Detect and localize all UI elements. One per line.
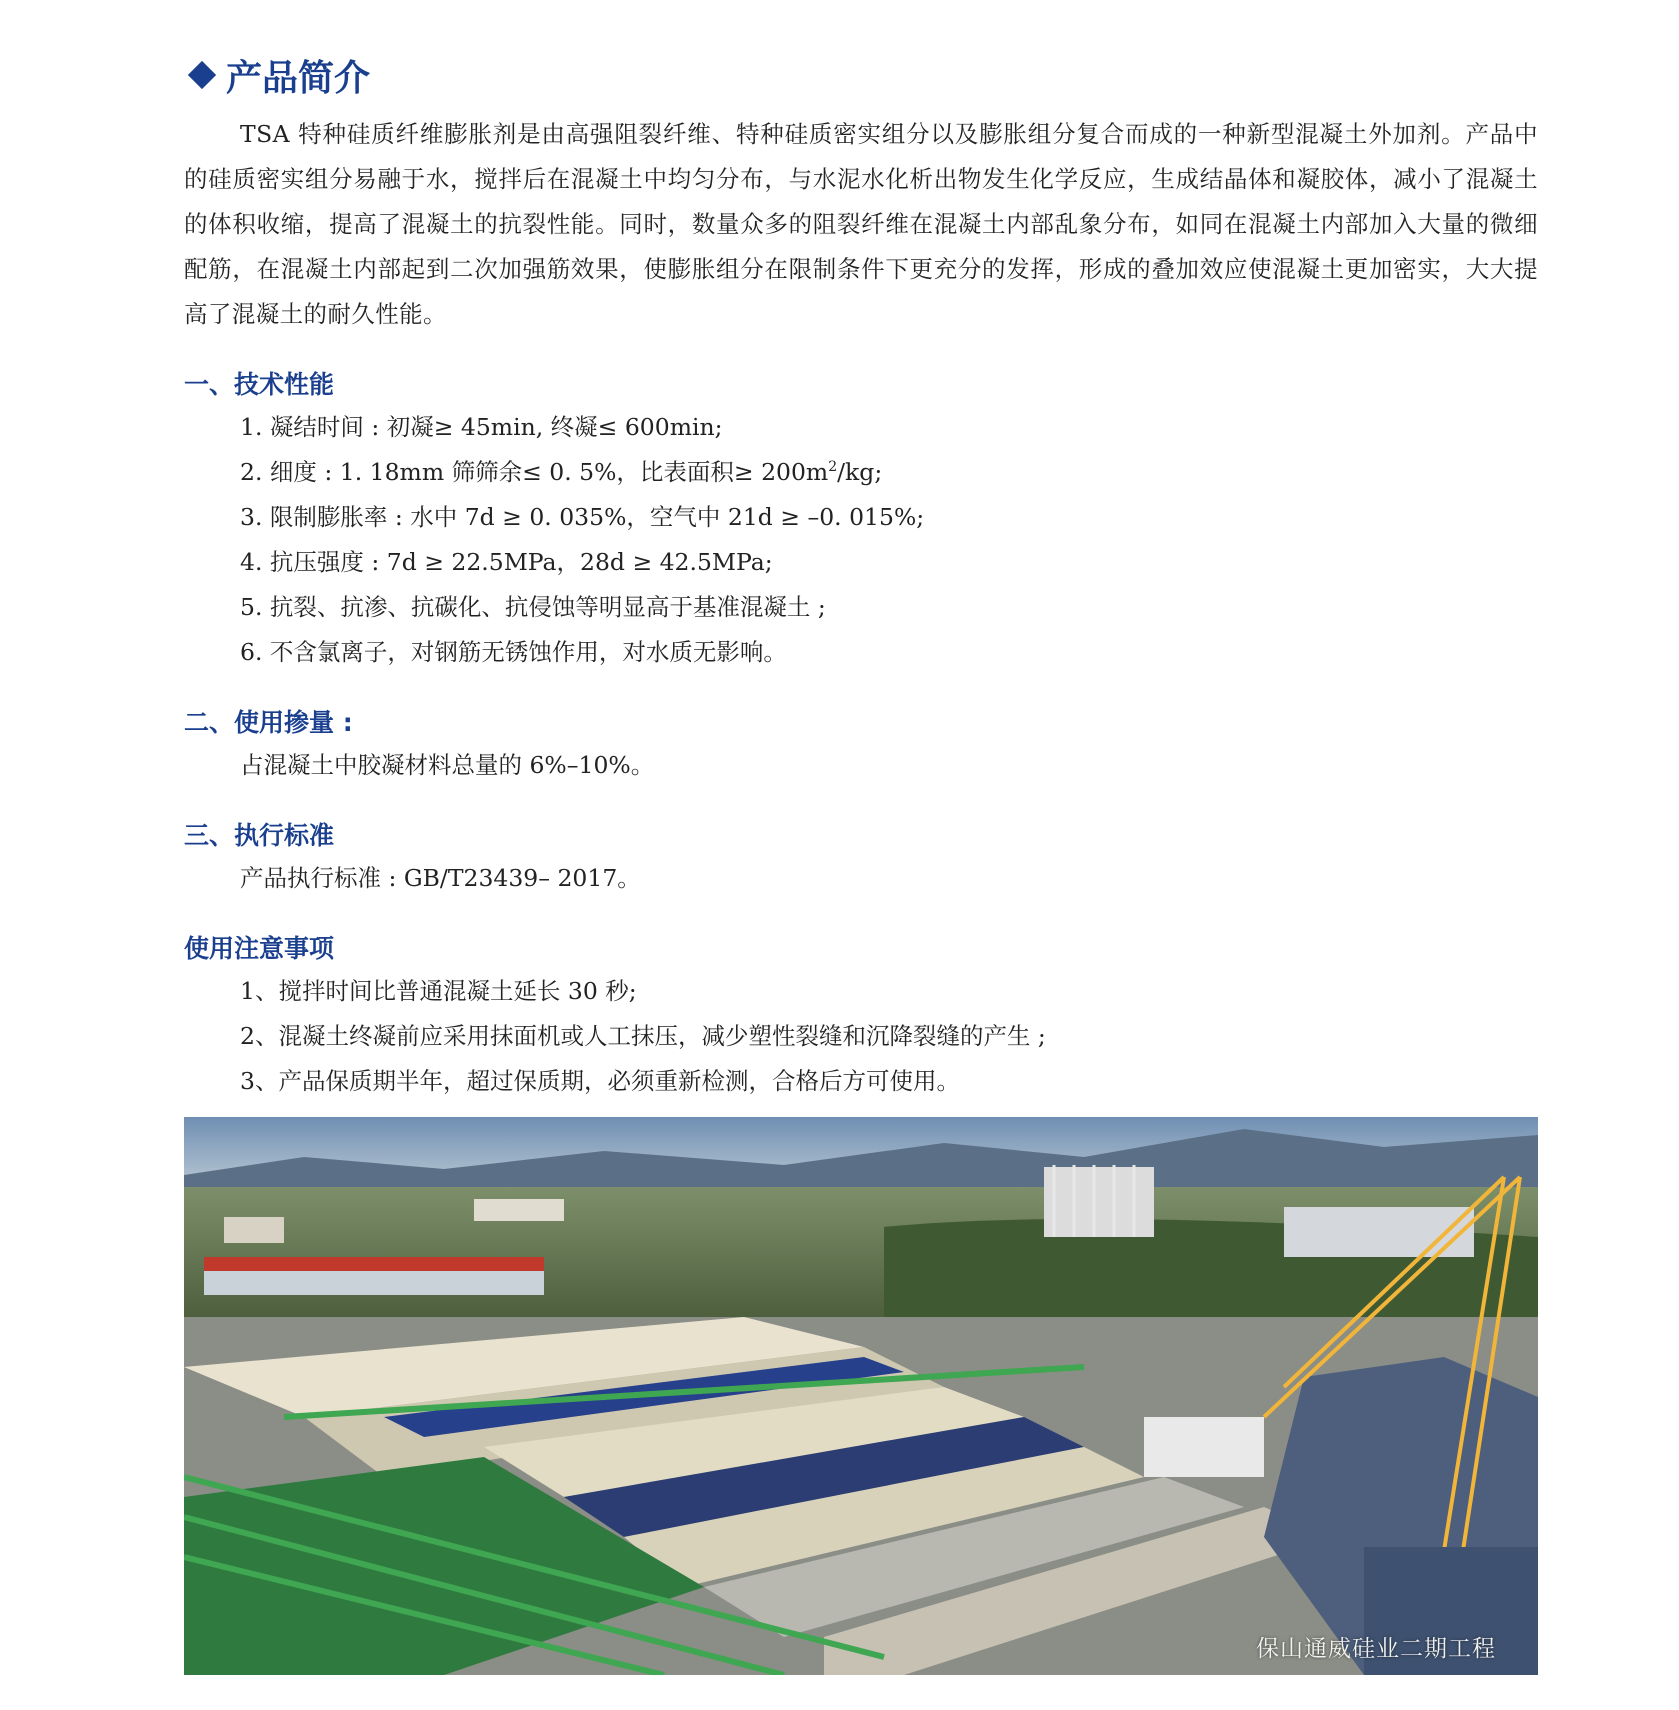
construction-site-photo (184, 1117, 1538, 1675)
list-item: 6. 不含氯离子，对钢筋无锈蚀作用，对水质无影响。 (240, 638, 787, 666)
standard-text: 产品执行标准 : GB/T23439– 2017。 (240, 864, 641, 892)
section-title-standard: 三、执行标准 (184, 821, 335, 850)
section-title-tech: 一、技术性能 (184, 370, 335, 399)
list-item: 4. 抗压强度 : 7d ≥ 22.5MPa，28d ≥ 42.5MPa; (240, 548, 773, 576)
list-item: 3. 限制膨胀率 : 水中 7d ≥ 0. 035%，空气中 21d ≥ –0. 015%; (240, 503, 925, 531)
main-title-text: 产品简介 (226, 57, 371, 99)
section-tech (184, 365, 1538, 675)
intro-paragraph: TSA 特种硅质纤维膨胀剂是由高强阻裂纤维、特种硅质密实组分以及膨胀组分复合而成的一种新型混凝土外加剂。产品中的硅质密实组分易融于水，搅拌后在混凝土中均匀分布，与水泥水化析出物发生化学反应，生成结晶体和凝胶体，减小了混凝土的体积收缩，提高了混凝土的抗裂性能。同时，数量众多的阻裂纤维在混凝土内部乱象分布，如同在混凝土内部加入大量的微细配筋，在混凝土内部起到二次加强筋效果，使膨胀组分在限制条件下更充分的发挥，形成的叠加效应使混凝土更加密实，大大提高了混凝土的耐久性能。 (184, 120, 1538, 328)
section-title-notes: 使用注意事项 (184, 934, 335, 963)
document-body (184, 48, 1538, 1104)
list-item-tail: /kg; (837, 458, 883, 486)
list-item: 5. 抗裂、抗渗、抗碳化、抗侵蚀等明显高于基准混凝土 ; (240, 593, 826, 621)
list-item (240, 450, 1538, 495)
section-notes (184, 929, 1538, 1104)
superscript: 2 (828, 459, 838, 476)
notes-list (184, 969, 1538, 1104)
diamond-bullet-icon (188, 61, 216, 89)
aerial-factory-illustration (184, 1117, 1538, 1675)
section-title-dosage: 二、使用掺量 : (184, 708, 353, 737)
section-standard (184, 816, 1538, 901)
list-item: 3、产品保质期半年，超过保质期，必须重新检测，合格后方可使用。 (240, 1067, 960, 1095)
list-item: 1、搅拌时间比普通混凝土延长 30 秒; (240, 977, 637, 1005)
dosage-text: 占混凝土中胶凝材料总量的 6%–10%。 (240, 751, 655, 779)
list-item: 1. 凝结时间 : 初凝≥ 45min, 终凝≤ 600min; (240, 413, 723, 441)
section-dosage (184, 703, 1538, 788)
tech-list (184, 405, 1538, 675)
list-item-text: 2. 细度 : 1. 18mm 筛筛余≤ 0. 5%，比表面积≥ 200m (240, 458, 829, 486)
main-title (184, 48, 1538, 102)
photo-caption: 保山通威硅业二期工程 (1256, 1636, 1496, 1662)
list-item: 2、混凝土终凝前应采用抹面机或人工抹压，减少塑性裂缝和沉降裂缝的产生 ; (240, 1022, 1046, 1050)
